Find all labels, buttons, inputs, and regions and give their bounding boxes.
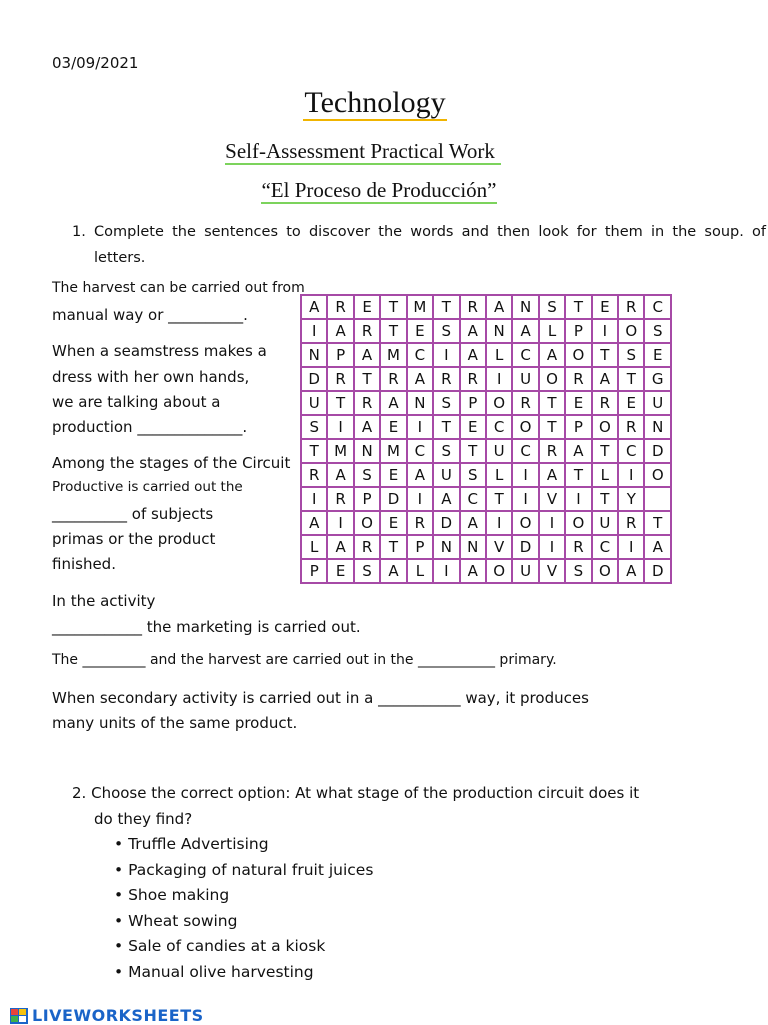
word-search-cell: N: [354, 439, 380, 463]
word-search-row: [301, 319, 671, 343]
word-search-cell: R: [380, 367, 406, 391]
word-search-cell: R: [618, 511, 644, 535]
word-search-cell: R: [407, 511, 433, 535]
word-search-cell: R: [433, 367, 459, 391]
word-search-cell: Y: [618, 487, 644, 511]
word-search-cell: S: [565, 559, 591, 583]
word-search-cell: I: [539, 511, 565, 535]
word-search-cell: A: [460, 559, 486, 583]
word-search-cell: C: [407, 439, 433, 463]
word-search-cell: A: [565, 439, 591, 463]
word-search-cell: A: [380, 391, 406, 415]
word-search-cell: M: [327, 439, 353, 463]
word-search-cell: D: [301, 367, 327, 391]
word-search-cell: T: [380, 319, 406, 343]
word-search-cell: E: [327, 559, 353, 583]
word-search-cell: D: [433, 511, 459, 535]
sentence-activity-line2: ____________ the marketing is carried out.: [52, 618, 361, 636]
word-search-cell: U: [301, 391, 327, 415]
option-item: • Wheat sowing: [114, 912, 238, 930]
sentence-stages-line5: finished.: [52, 555, 116, 573]
word-search-cell: T: [486, 487, 512, 511]
word-search-cell: T: [433, 415, 459, 439]
word-search-cell: N: [301, 343, 327, 367]
word-search-cell: E: [460, 415, 486, 439]
word-search-cell: U: [433, 463, 459, 487]
word-search-cell: O: [512, 511, 538, 535]
sentence-stages-line2: Productive is carried out the: [52, 479, 243, 495]
word-search-cell: U: [512, 559, 538, 583]
word-search-cell: I: [301, 487, 327, 511]
word-search-cell: C: [460, 487, 486, 511]
word-search-cell: R: [327, 487, 353, 511]
word-search-cell: T: [644, 511, 671, 535]
word-search-cell: N: [460, 535, 486, 559]
word-search-cell: C: [407, 343, 433, 367]
word-search-cell: I: [301, 319, 327, 343]
word-search-cell: S: [460, 463, 486, 487]
word-search-cell: I: [327, 415, 353, 439]
word-search-cell: R: [354, 319, 380, 343]
word-search-cell: R: [460, 367, 486, 391]
word-search-cell: R: [327, 367, 353, 391]
word-search-cell: E: [354, 295, 380, 319]
word-search-cell: I: [327, 511, 353, 535]
sentence-stages-line3: __________ of subjects: [52, 505, 214, 523]
word-search-cell: U: [644, 391, 671, 415]
word-search-cell: A: [618, 559, 644, 583]
word-search-cell: E: [407, 319, 433, 343]
word-search-cell: O: [565, 511, 591, 535]
sentence-seamstress-line3: we are talking about a: [52, 393, 221, 411]
sentence-secondary-line1: When secondary activity is carried out in a ___________ way, it produces: [52, 689, 589, 707]
word-search-cell: A: [644, 535, 671, 559]
word-search-cell: A: [433, 487, 459, 511]
option-item: • Manual olive harvesting: [114, 963, 314, 981]
word-search-cell: M: [407, 295, 433, 319]
word-search-cell: R: [460, 295, 486, 319]
word-search-cell: R: [618, 295, 644, 319]
question-2-line1: [72, 784, 639, 802]
word-search-cell: O: [486, 391, 512, 415]
word-search-cell: V: [539, 559, 565, 583]
word-search-cell: E: [644, 343, 671, 367]
word-search-cell: O: [512, 415, 538, 439]
word-search-cell: N: [512, 295, 538, 319]
word-search-row: [301, 343, 671, 367]
word-search-cell: T: [327, 391, 353, 415]
question-2-text: Choose the correct option: At what stage of the production circuit does it: [91, 784, 640, 802]
sentence-stages-line4: primas or the product: [52, 530, 216, 548]
word-search-cell: I: [486, 367, 512, 391]
word-search-cell: E: [380, 415, 406, 439]
word-search-cell: S: [433, 319, 459, 343]
word-search-cell: L: [301, 535, 327, 559]
word-search-cell: A: [380, 559, 406, 583]
word-search-cell: U: [592, 511, 618, 535]
page-title: [0, 86, 750, 120]
word-search-cell: A: [301, 295, 327, 319]
word-search-cell: S: [433, 439, 459, 463]
sentence-stages-line1: Among the stages of the Circuit: [52, 454, 291, 472]
question-1-number: 1.: [72, 224, 86, 240]
word-search-cell: U: [486, 439, 512, 463]
word-search-cell: R: [565, 367, 591, 391]
date: 03/09/2021: [52, 54, 139, 72]
word-search-cell: R: [539, 439, 565, 463]
word-search-cell: R: [301, 463, 327, 487]
word-search-cell: C: [512, 439, 538, 463]
word-search-cell: S: [539, 295, 565, 319]
word-search-cell: P: [565, 415, 591, 439]
word-search-cell: P: [327, 343, 353, 367]
word-search-cell: P: [565, 319, 591, 343]
word-search-cell: T: [565, 463, 591, 487]
word-search-cell: O: [644, 463, 671, 487]
word-search-cell: I: [486, 511, 512, 535]
word-search-row: [301, 535, 671, 559]
sentence-secondary-line2: many units of the same product.: [52, 714, 298, 732]
word-search-row: [301, 439, 671, 463]
word-search-cell: L: [486, 463, 512, 487]
word-search-cell: T: [380, 535, 406, 559]
word-search-cell: S: [301, 415, 327, 439]
word-search-cell: R: [354, 391, 380, 415]
word-search-cell: A: [327, 463, 353, 487]
question-2-line2: do they find?: [94, 810, 193, 828]
word-search-cell: T: [354, 367, 380, 391]
word-search-cell: I: [407, 415, 433, 439]
word-search-cell: S: [618, 343, 644, 367]
word-search-cell: E: [380, 463, 406, 487]
word-search-cell: E: [618, 391, 644, 415]
word-search-cell: M: [380, 343, 406, 367]
sentence-harvest-line2: manual way or __________.: [52, 306, 248, 324]
word-search-cell: C: [618, 439, 644, 463]
word-search-cell: P: [407, 535, 433, 559]
word-search-cell: A: [592, 367, 618, 391]
brand-name: LIVEWORKSHEETS: [32, 1006, 204, 1025]
word-search-cell: U: [512, 367, 538, 391]
word-search-cell: O: [539, 367, 565, 391]
word-search-cell: E: [565, 391, 591, 415]
word-search-cell: O: [592, 415, 618, 439]
word-search-cell: A: [407, 367, 433, 391]
word-search-cell: I: [565, 487, 591, 511]
word-search-cell: V: [486, 535, 512, 559]
word-search-cell: L: [407, 559, 433, 583]
word-search-cell: A: [460, 343, 486, 367]
word-search-cell: N: [486, 319, 512, 343]
word-search-cell: C: [486, 415, 512, 439]
sentence-harvest-line1: The harvest can be carried out from: [52, 280, 305, 296]
word-search-cell: P: [354, 487, 380, 511]
sentence-seamstress-line1: When a seamstress makes a: [52, 342, 267, 360]
word-search-cell: T: [618, 367, 644, 391]
word-search-cell: T: [592, 487, 618, 511]
word-search-cell: [644, 487, 671, 511]
word-search-cell: L: [486, 343, 512, 367]
word-search-cell: A: [327, 535, 353, 559]
word-search-cell: A: [512, 319, 538, 343]
word-search-grid: [300, 294, 672, 584]
word-search-cell: I: [407, 487, 433, 511]
liveworksheets-logo-icon: [10, 1008, 28, 1024]
word-search-row: [301, 511, 671, 535]
word-search-cell: A: [354, 343, 380, 367]
word-search-cell: O: [486, 559, 512, 583]
word-search-cell: T: [592, 343, 618, 367]
word-search-cell: E: [592, 295, 618, 319]
word-search-cell: A: [354, 415, 380, 439]
word-search-cell: R: [565, 535, 591, 559]
word-search-cell: S: [354, 463, 380, 487]
word-search-cell: I: [592, 319, 618, 343]
word-search-cell: A: [539, 343, 565, 367]
word-search-cell: P: [301, 559, 327, 583]
word-search-cell: T: [380, 295, 406, 319]
word-search-cell: D: [512, 535, 538, 559]
word-search-cell: I: [618, 463, 644, 487]
word-search-cell: A: [486, 295, 512, 319]
word-search-row: [301, 463, 671, 487]
word-search-cell: S: [644, 319, 671, 343]
word-search-cell: C: [592, 535, 618, 559]
word-search-cell: O: [618, 319, 644, 343]
word-search-cell: T: [565, 295, 591, 319]
word-search-row: [301, 559, 671, 583]
question-1-text: Complete the sentences to discover the words and then look for them in the soup. of letters.: [94, 224, 766, 266]
word-search-cell: R: [512, 391, 538, 415]
word-search-cell: R: [327, 295, 353, 319]
option-item: • Packaging of natural fruit juices: [114, 861, 374, 879]
subtitle-topic: [0, 178, 758, 203]
word-search-cell: S: [354, 559, 380, 583]
word-search-cell: N: [407, 391, 433, 415]
word-search-cell: N: [644, 415, 671, 439]
word-search-cell: R: [354, 535, 380, 559]
word-search-cell: C: [512, 343, 538, 367]
word-search-cell: L: [539, 319, 565, 343]
word-search-cell: A: [407, 463, 433, 487]
word-search-cell: T: [539, 391, 565, 415]
word-search-cell: I: [512, 487, 538, 511]
word-search-cell: V: [539, 487, 565, 511]
word-search-cell: I: [433, 343, 459, 367]
subtitle-topic-text: “El Proceso de Producción”: [261, 178, 497, 202]
word-search-cell: A: [327, 319, 353, 343]
sentence-activity-line1: In the activity: [52, 592, 156, 610]
word-search-row: [301, 487, 671, 511]
word-search-cell: O: [592, 559, 618, 583]
word-search-cell: O: [565, 343, 591, 367]
word-search-cell: G: [644, 367, 671, 391]
word-search-cell: R: [618, 415, 644, 439]
word-search-cell: N: [433, 535, 459, 559]
word-search-cell: D: [644, 559, 671, 583]
title-text: Technology: [304, 86, 446, 119]
word-search-cell: T: [592, 439, 618, 463]
subtitle-assessment: [0, 139, 726, 164]
word-search-cell: A: [301, 511, 327, 535]
word-search-cell: L: [592, 463, 618, 487]
sentence-primary: The _________ and the harvest are carried out in the ___________ primary.: [52, 652, 557, 668]
word-search-row: [301, 391, 671, 415]
word-search-cell: T: [460, 439, 486, 463]
word-search-cell: P: [460, 391, 486, 415]
word-search-cell: D: [380, 487, 406, 511]
word-search-cell: C: [644, 295, 671, 319]
word-search-cell: A: [460, 511, 486, 535]
question-2-number: 2.: [72, 784, 87, 802]
word-search-cell: I: [539, 535, 565, 559]
word-search-cell: T: [301, 439, 327, 463]
word-search-cell: T: [539, 415, 565, 439]
word-search-row: [301, 295, 671, 319]
word-search-cell: D: [644, 439, 671, 463]
sentence-seamstress-line4: production ______________.: [52, 418, 248, 436]
sentence-seamstress-line2: dress with her own hands,: [52, 368, 250, 386]
word-search-cell: A: [460, 319, 486, 343]
word-search-cell: I: [512, 463, 538, 487]
word-search-cell: I: [433, 559, 459, 583]
word-search-row: [301, 415, 671, 439]
subtitle-assessment-text: Self-Assessment Practical Work: [225, 139, 501, 165]
word-search-cell: E: [380, 511, 406, 535]
option-item: • Truffle Advertising: [114, 835, 269, 853]
word-search-cell: O: [354, 511, 380, 535]
word-search-cell: S: [433, 391, 459, 415]
word-search-cell: I: [618, 535, 644, 559]
word-search-row: [301, 367, 671, 391]
word-search-cell: R: [592, 391, 618, 415]
word-search-cell: M: [380, 439, 406, 463]
option-item: • Sale of candies at a kiosk: [114, 937, 326, 955]
word-search-cell: A: [539, 463, 565, 487]
footer-brand: [10, 1006, 210, 1024]
option-item: • Shoe making: [114, 886, 230, 904]
word-search-cell: T: [433, 295, 459, 319]
